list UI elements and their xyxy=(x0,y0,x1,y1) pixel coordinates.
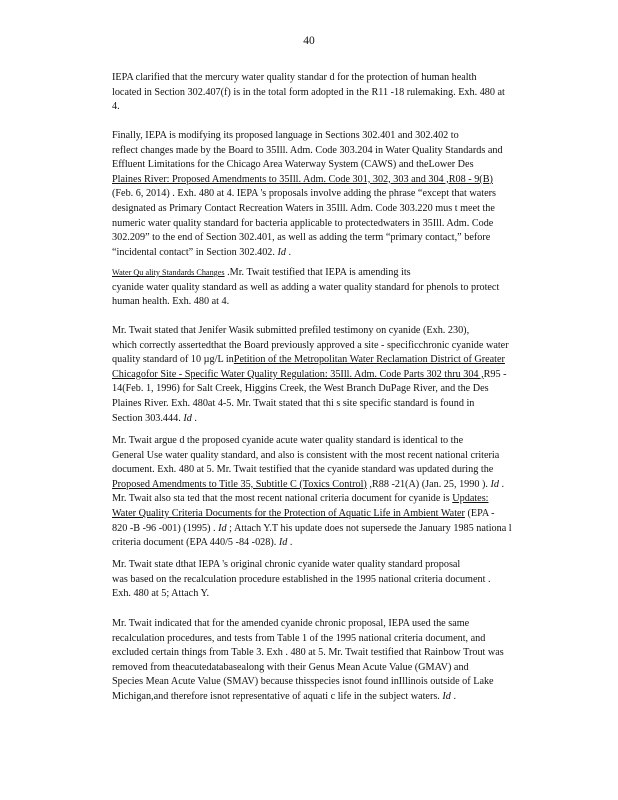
id-citation: Id xyxy=(442,690,451,702)
page-number: 40 xyxy=(303,35,315,47)
text-line: excluded certain things from Table 3. Exh . 480 at 5. Mr. Twait testified that Rainbow Trout was xyxy=(112,647,504,659)
paragraph-rainbow-trout xyxy=(74,617,540,705)
text-line: (Feb. 6, 2014) . Exh. 480 at 4. IEPA 's proposals involve adding the phrase “except that waters xyxy=(112,188,496,200)
text-line: “incidental contact” in Section 302.402. Id . xyxy=(112,246,292,258)
text-line: document. Exh. 480 at 5. Mr. Twait testified that the cyanide standard was updated during the xyxy=(112,464,494,476)
paragraph-mercury-standard xyxy=(74,71,540,115)
text-line: General Use water quality standard, and also is consistent with the most recent national criteria xyxy=(112,449,500,461)
text-line: 4. xyxy=(112,101,120,113)
text-line: Water Qu ality Standards Changes .Mr. Twait testified that IEPA is amending its xyxy=(112,267,411,278)
text-line: Finally, IEPA is modifying its proposed language in Sections 302.401 and 302.402 to xyxy=(112,130,459,141)
text-line: recalculation procedures, and tests from Table 1 of the 1995 national criteria document, and xyxy=(112,632,486,644)
id-citation: Id xyxy=(218,522,227,534)
text-line: Species Mean Acute Value (SMAV) because thisspecies isnot found inIllinois outside of Lake xyxy=(112,676,494,688)
text-line: Michigan,and therefore isnot representative of aquati c life in the subject waters. Id . xyxy=(112,690,456,702)
text-line: IEPA clarified that the mercury water quality standar d for the protection of human health xyxy=(112,72,477,83)
paragraph-acute-cyanide xyxy=(74,434,540,551)
case-citation-line: Plaines River: Proposed Amendments to 35Ill. Adm. Code 301, 302, 303 and 304 ,R08 - 9(B) xyxy=(112,173,493,185)
petition-citation: Chicagofor Site - Specific Water Quality Regulation: 35Ill. Adm. Code Parts 302 thru 304 , xyxy=(112,368,484,380)
text-line: Mr. Twait indicated that for the amended cyanide chronic proposal, IEPA used the same xyxy=(112,618,470,629)
id-citation: Id xyxy=(277,246,286,258)
text-line: human health. Exh. 480 at 4. xyxy=(112,296,230,308)
text-line: Mr. Twait state dthat IEPA 's original chronic cyanide water quality standard proposal xyxy=(112,559,461,570)
rulemaking-citation: Proposed Amendments to Title 35, Subtitle C (Toxics Control) xyxy=(112,478,367,490)
text-line: Mr. Twait argue d the proposed cyanide acute water quality standard is identical to the xyxy=(112,435,464,446)
id-citation: Id xyxy=(278,537,288,549)
text-line: quality standard of 10 µg/L inPetition of the Metropolitan Water Reclamation District of Greater xyxy=(112,354,505,366)
text-line: 302.209” to the end of Section 302.401, as well as adding the term “primary contact,” before xyxy=(112,232,491,244)
text-line: 14(Feb. 1, 1996) for Salt Creek, Higgins Creek, the West Branch DuPage River, and the Des xyxy=(112,383,489,395)
petition-citation: Petition of the Metropolitan Water Reclamation District of Greater xyxy=(233,354,505,366)
text-line: Section 303.444. Id . xyxy=(112,412,197,424)
criteria-document-citation: Water Quality Criteria Documents for the Protection of Aquatic Life in Ambient Water xyxy=(112,507,465,519)
text-line: Mr. Twait stated that Jenifer Wasik submitted prefiled testimony on cyanide (Exh. 230), xyxy=(112,325,470,336)
text-line: located in Section 302.407(f) is in the total form adopted in the R11 -18 rulemaking. Exh. 480 at xyxy=(112,86,505,98)
text-line: removed from theacutedatabasealong with their Genus Mean Acute Value (GMAV) and xyxy=(112,661,469,673)
text-line: Proposed Amendments to Title 35, Subtitle C (Toxics Control) ,R88 -21(A) (Jan. 25, 1990 ). Id . xyxy=(112,478,505,490)
text-line: Water Quality Criteria Documents for the Protection of Aquatic Life in Ambient Water (EPA - xyxy=(112,507,495,519)
text-line: criteria document (EPA 440/5 -84 -028). Id . xyxy=(112,537,293,549)
criteria-document-citation: Updates: xyxy=(452,493,489,505)
text-line: Mr. Twait also sta ted that the most recent national criteria document for cyanide is Updates: xyxy=(112,493,489,505)
id-citation: Id xyxy=(183,412,192,424)
paragraph-chronic-cyanide xyxy=(74,558,540,602)
paragraph-water-quality-changes xyxy=(74,266,540,310)
paragraph-section-302-401 xyxy=(74,129,540,260)
text-line: reflect changes made by the Board to 35Ill. Adm. Code 303.204 in Water Quality Standards and xyxy=(112,144,503,156)
id-citation: Id xyxy=(490,478,499,490)
text-line: which correctly assertedthat the Board previously approved a site - specificchronic cyanide water xyxy=(112,339,509,351)
text-line: 820 -B -96 -001) (1995) . Id ; Attach Y.T his update does not supersede the January 1985 nationa l xyxy=(112,522,512,534)
text-line: Chicagofor Site - Specific Water Quality Regulation: 35Ill. Adm. Code Parts 302 thru 304 ,R95 - xyxy=(112,368,507,380)
text-line: designated as Primary Contact Recreation Waters in 35Ill. Adm. Code 303.220 mus t meet the xyxy=(112,202,495,214)
text-line: cyanide water quality standard as well as adding a water quality standard for phenols to protect xyxy=(112,281,500,293)
section-heading: Water Qu ality Standards Changes xyxy=(112,268,225,277)
text-line: was based on the recalculation procedure established in the 1995 national criteria document . xyxy=(112,573,491,585)
text-line: Exh. 480 at 5; Attach Y. xyxy=(112,588,210,600)
text-line: numeric water quality standard for bacteria applicable to protectedwaters in 35Ill. Adm. Code xyxy=(112,217,494,229)
text-line: Plaines River. Exh. 480at 4-5. Mr. Twait stated that thi s site specific standard is found in xyxy=(112,397,475,409)
paragraph-site-specific-cyanide xyxy=(74,324,540,426)
text-line: Effluent Limitations for the Chicago Area Waterway System (CAWS) and theLower Des xyxy=(112,159,474,171)
